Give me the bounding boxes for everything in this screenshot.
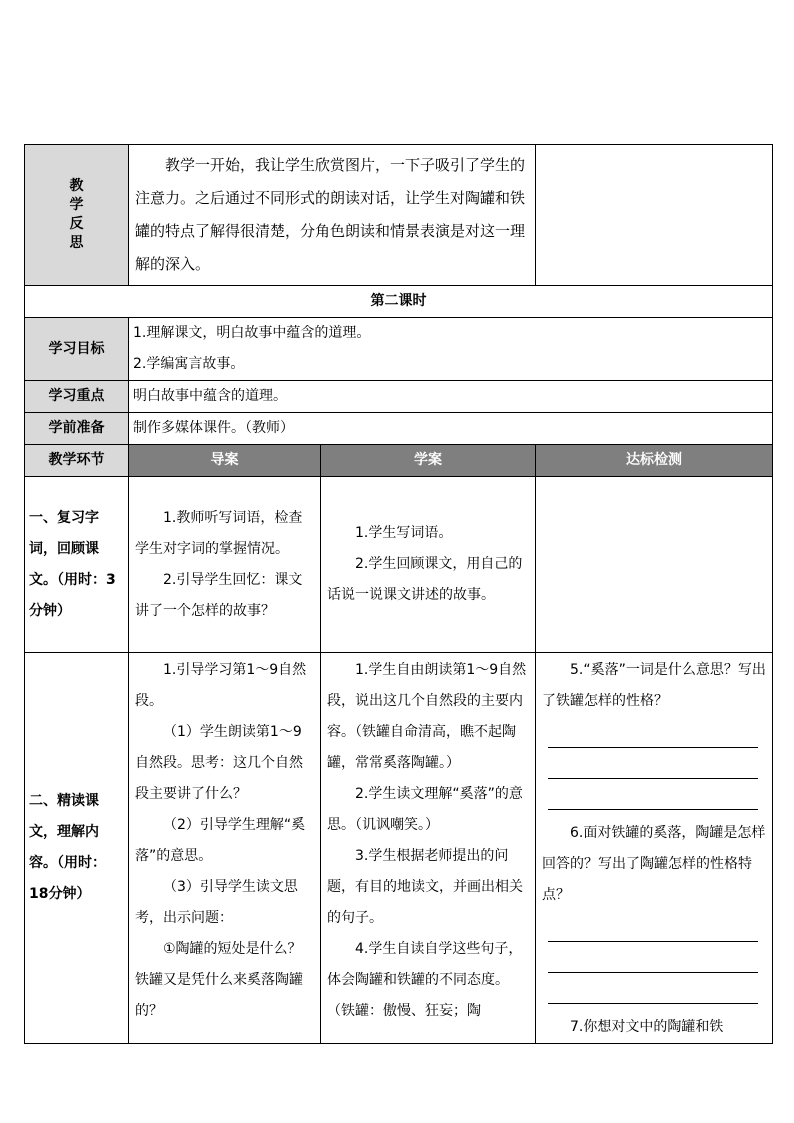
section1-guide [129, 477, 321, 653]
section2-study [321, 653, 536, 1044]
header-row [25, 445, 773, 477]
key-points-text: 明白故事中蕴含的道理。 [129, 381, 773, 413]
check-header: 达标检测 [536, 445, 773, 477]
preparation-row [25, 413, 773, 445]
section1-study-item: 1.学生写词语。 [355, 525, 453, 541]
section1-guide-item: 2.引导学生回忆：课文讲了一个怎样的故事？ [135, 571, 303, 619]
reflection-label: 教学反思 [69, 178, 84, 251]
objectives-row [25, 318, 773, 381]
objectives-label: 学习目标 [25, 318, 129, 381]
section2-check-item: 6.面对铁罐的奚落，陶罐是怎样回答的？写出了陶罐怎样的性格特点？ [542, 825, 766, 903]
section2-guide-item: 1.引导学习第1～9自然段。 [135, 662, 307, 709]
reflection-text: 教学一开始，我让学生欣赏图片，一下子吸引了学生的注意力。之后通过不同形式的朗读对话，让学生对陶罐和铁罐的特点了解得很清楚，分角色朗读和情景表演是对这一理解的深入。 [135, 156, 526, 273]
preparation-label: 学前准备 [25, 413, 129, 445]
section1-stage [25, 477, 129, 653]
section2-guide-item: ①陶罐的短处是什么？铁罐又是凭什么来奚落陶罐的？ [135, 941, 303, 1019]
section2-stage-text: 二、精读课文，理解内容。（用时：18分钟） [29, 793, 106, 902]
answer-line[interactable] [548, 723, 758, 748]
section2-study-item: 4.学生自读自学这些句子，体会陶罐和铁罐的不同态度。（铁罐：傲慢、狂妄；陶 [327, 941, 523, 1019]
reflection-label-cell [25, 145, 129, 286]
stage-header: 教学环节 [25, 445, 129, 477]
section2-study-item: 3.学生根据老师提出的问题，有目的地读文，并画出相关的句子。 [327, 848, 523, 926]
objectives-cell [129, 318, 773, 381]
objective-item: 2.学编寓言故事。 [133, 356, 245, 372]
section2-guide-item: （3）引导学生读文思考，出示问题： [135, 879, 298, 926]
lesson-plan-table [24, 144, 773, 1044]
reflection-text-cell [129, 145, 536, 286]
section2-row [25, 653, 773, 1044]
section1-guide-item: 1.教师听写词语，检查学生对字词的掌握情况。 [135, 509, 303, 557]
reflection-empty-cell [536, 145, 773, 286]
second-lesson-row [25, 286, 773, 318]
section2-guide-item: （1）学生朗读第1～9自然段。思考：这几个自然段主要讲了什么？ [135, 724, 303, 802]
section1-study-item: 2.学生回顾课文，用自己的话说一说课文讲述的故事。 [327, 556, 523, 603]
guide-header: 导案 [129, 445, 321, 477]
answer-line[interactable] [548, 754, 758, 779]
section2-study-item: 2.学生读文理解“奚落”的意思。（讥讽嘲笑。） [327, 786, 523, 833]
key-points-row [25, 381, 773, 413]
section1-study [321, 477, 536, 653]
section2-stage [25, 653, 129, 1044]
section2-check [536, 653, 773, 1044]
answer-line[interactable] [548, 948, 758, 973]
objective-item: 1.理解课文，明白故事中蕴含的道理。 [133, 325, 371, 341]
reflection-row [25, 145, 773, 286]
section2-check-item: 7.你想对文中的陶罐和铁 [570, 1019, 724, 1035]
section2-guide-item: （2）引导学生理解“奚落”的意思。 [135, 817, 306, 864]
second-lesson-title: 第二课时 [25, 286, 773, 318]
section1-check [536, 477, 773, 653]
section2-study-item: 1.学生自由朗读第1～9自然段，说出这几个自然段的主要内容。（铁罐自命清高，瞧不起陶罐，常常奚落陶罐。） [327, 662, 527, 771]
section2-guide [129, 653, 321, 1044]
answer-line[interactable] [548, 979, 758, 1004]
section2-check-item: 5.“奚落”一词是什么意思？写出了铁罐怎样的性格？ [542, 662, 766, 709]
section1-row [25, 477, 773, 653]
key-points-label: 学习重点 [25, 381, 129, 413]
section1-stage-text: 一、复习字词，回顾课文。（用时：3分钟） [29, 509, 116, 619]
study-header: 学案 [321, 445, 536, 477]
answer-line[interactable] [548, 917, 758, 942]
preparation-text: 制作多媒体课件。（教师） [129, 413, 773, 445]
answer-line[interactable] [548, 785, 758, 810]
